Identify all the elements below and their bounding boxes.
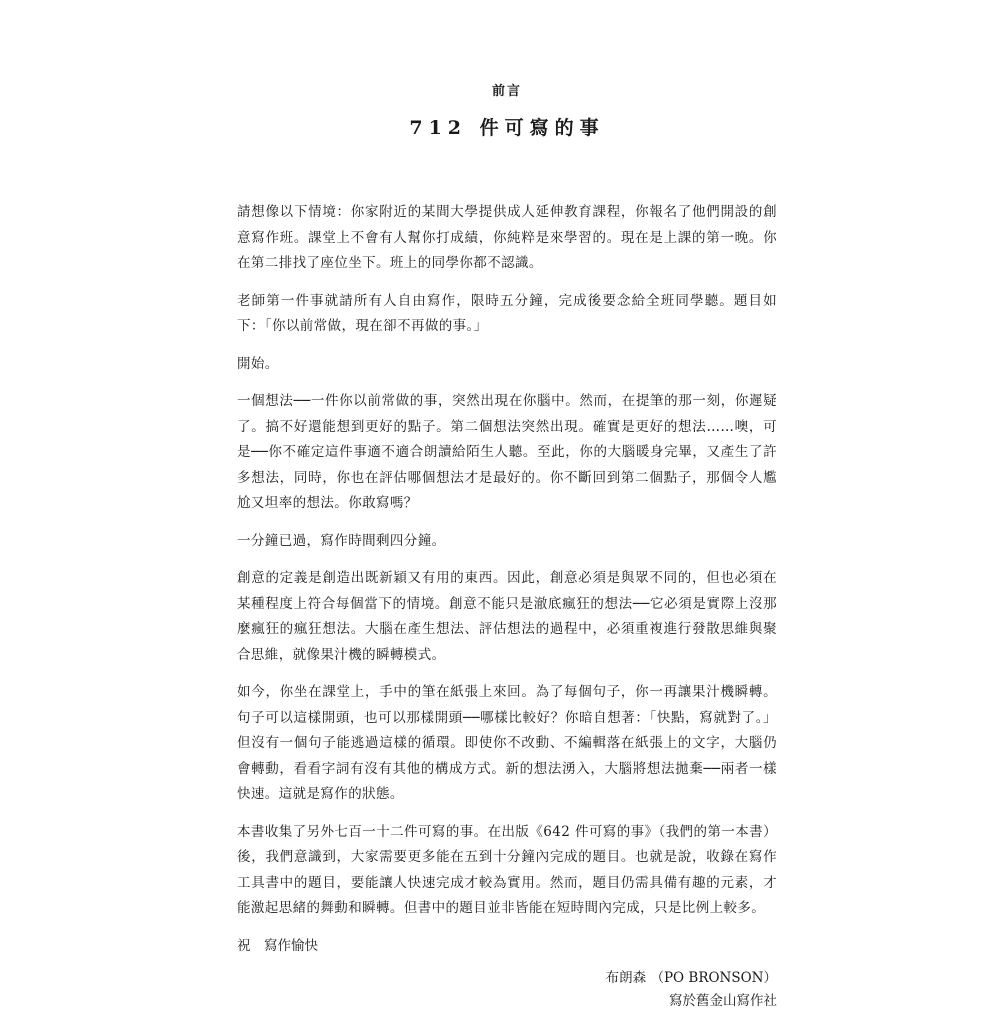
- body-text: [237, 200, 777, 1013]
- paragraph-2: 老師第一件事就請所有人自由寫作，限時五分鐘，完成後要念給全班同學聽。題目如下：「你以前常做，現在卻不再做的事。」: [237, 292, 777, 334]
- paragraph-8: 本書收集了另外七百一十二件可寫的事。在出版《642 件可寫的事》（我們的第一本書）後，我們意識到，大家需要更多能在五到十分鐘內完成的題目。也就是說，收錄在寫作工具書中的題目，要能讓人快速完成才較為實用。然而，題目仍需具備有趣的元素，才能激起思緒的舞動和瞬轉。但書中的題目並非皆能在短時間內完成，只是比例上較多。: [237, 823, 777, 916]
- chapter-title: 712 件可寫的事: [409, 117, 605, 139]
- author-name: 布朗森 （PO BRONSON）: [605, 969, 777, 986]
- section-label: 前言: [491, 84, 522, 99]
- paragraph-1: 請想像以下情境：你家附近的某間大學提供成人延伸教育課程，你報名了他們開設的創意寫作班。課堂上不會有人幫你打成績，你純粹是來學習的。現在是上課的第一晚。你在第二排找了座位坐下。班上的同學你都不認識。: [237, 204, 777, 271]
- paragraph-5: 一分鐘已過，寫作時間剩四分鐘。: [237, 532, 446, 549]
- paragraph-3: 開始。: [237, 355, 279, 372]
- paragraph-6: 創意的定義是創造出既新穎又有用的東西。因此，創意必須是與眾不同的，但也必須在某種程度上符合每個當下的情境。創意不能只是澈底瘋狂的想法──它必須是實際上沒那麼瘋狂的瘋狂想法。大腦在產生想法、評估想法的過程中，必須重複進行發散思維與聚合思維，就像果汁機的瞬轉模式。: [237, 570, 777, 663]
- signature-place: 寫於舊金山寫作社: [669, 992, 777, 1009]
- closing-salutation: 祝 寫作愉快: [237, 937, 318, 954]
- paragraph-4: 一個想法──一件你以前常做的事，突然出現在你腦中。然而，在提筆的那一刻，你遲疑了。搞不好還能想到更好的點子。第二個想法突然出現。確實是更好的想法……噢，可是──你不確定這件事適不適合朗讀給陌生人聽。至此，你的大腦暖身完畢，又產生了許多想法，同時，你也在評估哪個想法才是最好的。你不斷回到第二個點子，那個令人尷尬又坦率的想法。你敢寫嗎？: [237, 393, 777, 511]
- paragraph-7: 如今，你坐在課堂上，手中的筆在紙張上來回。為了每個句子，你一再讓果汁機瞬轉。句子可以這樣開頭，也可以那樣開頭──哪樣比較好？你暗自想著：「快點，寫就對了。」但沒有一個句子能逃過這樣的循環。即使你不改動、不編輯落在紙張上的文字，大腦仍會轉動，看看字詞有沒有其他的構成方式。新的想法湧入，大腦將想法拋棄──兩者一樣快速。這就是寫作的狀態。: [237, 684, 777, 802]
- signature-block: [237, 967, 777, 1013]
- book-page: [237, 82, 777, 1013]
